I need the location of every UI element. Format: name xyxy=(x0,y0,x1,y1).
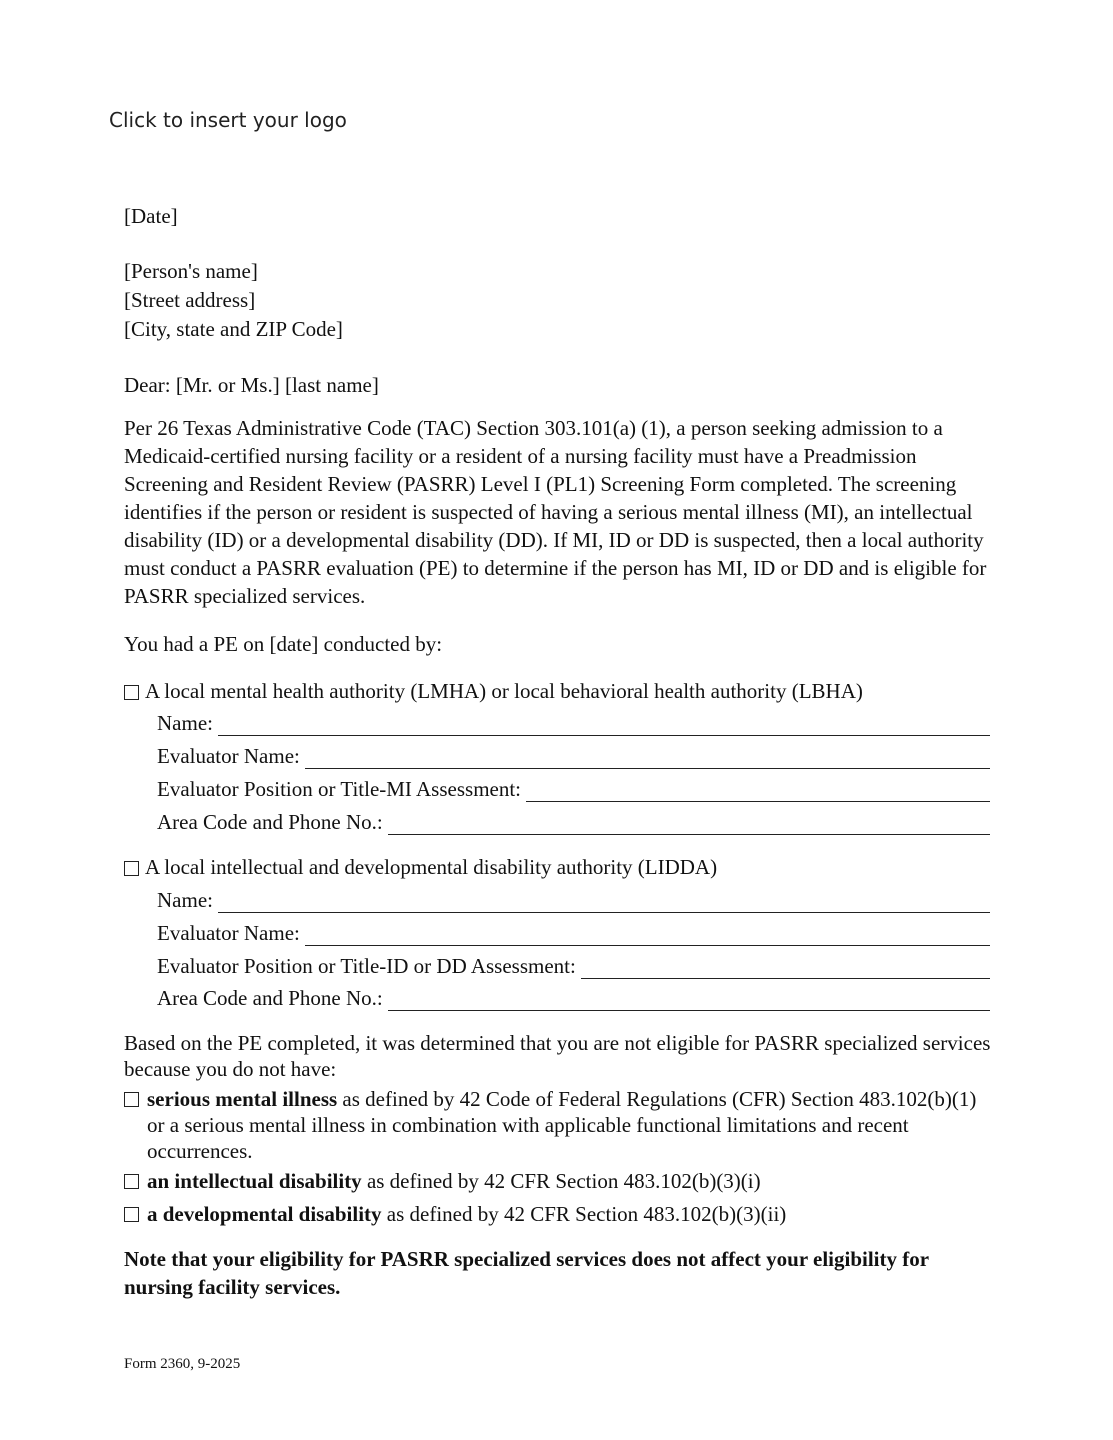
intro-paragraph: Per 26 Texas Administrative Code (TAC) Section 303.101(a) (1), a person seeking admission to a Medicaid-certified nursing facility or a resident of a nursing facility must have a Preadmission Screening and Resident Review (PASRR) Level I (PL1) Screening Form completed. The screening identifies if the person or resident is suspected of having a serious mental illness (MI), an intellectual disability (ID) or a developmental disability (DD). If MI, ID or DD is suspected, then a local authority must conduct a PASRR evaluation (PE) to determine if the person has MI, ID or DD and is eligible for PASRR specialized services. xyxy=(124,416,987,608)
lidda-option xyxy=(124,854,717,880)
recipient-street: [Street address] xyxy=(124,288,256,312)
lmha-name-input[interactable] xyxy=(218,713,990,736)
lmha-label: A local mental health authority (LMHA) or local behavioral health authority (LBHA) xyxy=(145,679,863,703)
lidda-evaluator-position-input[interactable] xyxy=(581,956,990,979)
lmha-evaluator-position-field xyxy=(157,776,990,802)
field-label: Evaluator Position or Title-MI Assessment: xyxy=(157,777,522,801)
recipient-name: [Person's name] xyxy=(124,259,258,283)
lidda-evaluator-name-input[interactable] xyxy=(305,923,990,946)
lmha-checkbox[interactable] xyxy=(124,685,139,700)
form-footer: Form 2360, 9-2025 xyxy=(124,1356,241,1372)
recipient-city: [City, state and ZIP Code] xyxy=(124,317,343,341)
option-bold: serious mental illness xyxy=(147,1087,338,1111)
lidda-phone-field xyxy=(157,985,990,1011)
field-label: Name: xyxy=(157,711,213,735)
logo-placeholder[interactable]: Click to insert your logo xyxy=(109,108,347,132)
lidda-name-input[interactable] xyxy=(218,890,990,913)
lidda-checkbox[interactable] xyxy=(124,861,139,876)
option-serious-mental-illness xyxy=(124,1086,994,1164)
field-label: Evaluator Name: xyxy=(157,744,300,768)
option-text: as defined by 42 Code of Federal Regulations (CFR) Section 483.102(b)(1) or a serious mental illness in combination with applicable functional limitations and recent occurrences. xyxy=(147,1087,977,1163)
field-label: Area Code and Phone No.: xyxy=(157,986,383,1010)
lmha-name-field xyxy=(157,710,990,736)
lmha-phone-field xyxy=(157,809,990,835)
salutation: Dear: [Mr. or Ms.] [last name] xyxy=(124,373,379,397)
field-label: Evaluator Name: xyxy=(157,921,300,945)
pe-line: You had a PE on [date] conducted by: xyxy=(124,632,443,656)
date-placeholder: [Date] xyxy=(124,204,178,228)
field-label: Evaluator Position or Title-ID or DD Assessment: xyxy=(157,954,576,978)
eligibility-note: Note that your eligibility for PASRR specialized services does not affect your eligibility for nursing facility services. xyxy=(124,1247,929,1299)
smi-checkbox[interactable] xyxy=(124,1092,139,1107)
lidda-label: A local intellectual and developmental disability authority (LIDDA) xyxy=(145,855,718,879)
lidda-evaluator-name-field xyxy=(157,920,990,946)
field-label: Name: xyxy=(157,888,213,912)
lidda-name-field xyxy=(157,887,990,913)
dd-checkbox[interactable] xyxy=(124,1207,139,1222)
lmha-evaluator-name-input[interactable] xyxy=(305,746,990,769)
lidda-evaluator-position-field xyxy=(157,953,990,979)
lmha-option xyxy=(124,678,863,704)
option-text: as defined by 42 CFR Section 483.102(b)(3)(ii) xyxy=(381,1202,787,1226)
field-label: Area Code and Phone No.: xyxy=(157,810,383,834)
option-developmental-disability xyxy=(124,1201,994,1227)
lmha-evaluator-position-input[interactable] xyxy=(526,779,990,802)
option-bold: a developmental disability xyxy=(147,1202,382,1226)
option-bold: an intellectual disability xyxy=(147,1169,362,1193)
option-text: as defined by 42 CFR Section 483.102(b)(3)(i) xyxy=(361,1169,761,1193)
lmha-evaluator-name-field xyxy=(157,743,990,769)
lidda-phone-input[interactable] xyxy=(388,988,990,1011)
lmha-phone-input[interactable] xyxy=(388,812,990,835)
determination-text: Based on the PE completed, it was determined that you are not eligible for PASRR specialized services because you do not have: xyxy=(124,1031,991,1081)
option-intellectual-disability xyxy=(124,1168,994,1194)
id-checkbox[interactable] xyxy=(124,1174,139,1189)
